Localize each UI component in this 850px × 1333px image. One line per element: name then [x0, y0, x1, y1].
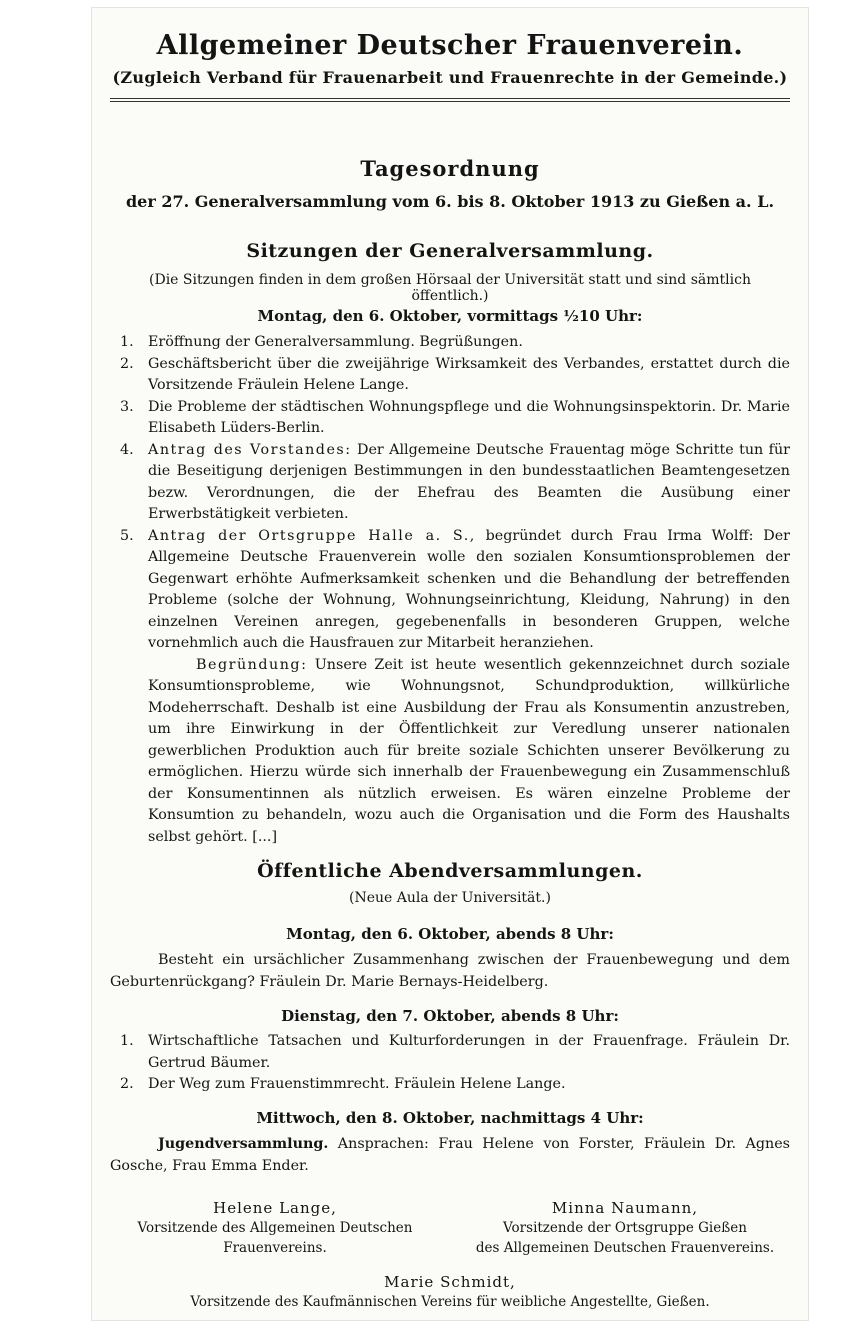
item-label: Antrag des Vorstandes:: [148, 441, 352, 458]
wednesday-paragraph: [110, 1134, 790, 1177]
list-item: [110, 1031, 790, 1074]
ellipsis: [...]: [252, 828, 278, 845]
item-number: 4.: [120, 441, 134, 458]
item-text: Wirtschaftliche Tatsachen und Kulturforderungen in der Frauenfrage. Fräulein Dr. Gertrud Bäumer.: [148, 1033, 790, 1071]
list-item: [110, 332, 790, 354]
item-number: 2.: [120, 355, 134, 372]
item-number: 3.: [120, 398, 134, 415]
list-item: [110, 1074, 790, 1096]
item-number: 5.: [120, 527, 134, 544]
document-page: [92, 8, 808, 1320]
sessions-list: [110, 332, 790, 848]
reason-label: Begründung:: [196, 656, 308, 673]
item-number: 1.: [120, 1033, 134, 1049]
item-number: 2.: [120, 1076, 134, 1092]
tuesday-evening-day: Dienstag, den 7. Oktober, abends 8 Uhr:: [281, 1007, 619, 1025]
youth-assembly-text: Ansprachen: Frau Helene von Forster, Fräulein Dr. Agnes Gosche, Frau Emma Ender.: [110, 1136, 790, 1174]
sessions-day: Montag, den 6. Oktober, vormittags ½10 Uhr:: [257, 307, 643, 325]
agenda-subheading: der 27. Generalversammlung vom 6. bis 8. Oktober 1913 zu Gießen a. L.: [125, 192, 775, 211]
reason-text: Unsere Zeit ist heute wesentlich gekennzeichnet durch soziale Konsumtionsprobleme, wie Wohnungsnot, Schundproduktion, willkürliche Modeherrschaft. Deshalb ist eine Ausbildung der Frau als Konsumentin anzustreben, um ihre Einwirkung in der Öffentlichkeit zur Veredlung unserer nationalen gewerblichen Produktion auch für breite soziale Schichten unserer Bevölkerung zu ermöglichen. Hierzu würde sich innerhalb der Frauenbewegung ein Zusammenschluß der Konsumentinnen als nützlich erweisen. Es wären einzelne Probleme der Konsumtion zu behandeln, wozu auch die Organisation und die Form des Haushalts selbst gehört.: [148, 656, 790, 845]
signature-naumann: Minna Naumann, Vorsitzende der Ortsgruppe Gießen des Allgemeinen Deutschen Frauenvereins.: [475, 1199, 775, 1256]
item-text: Die Probleme der städtischen Wohnungspflege und die Wohnungsinspektorin. Dr. Marie Elisabeth Lüders-Berlin.: [148, 398, 790, 436]
youth-assembly-label: Jugendversammlung.: [158, 1136, 329, 1152]
item-label: Antrag der Ortsgruppe Halle a. S.,: [148, 527, 476, 544]
wednesday-day: Mittwoch, den 8. Oktober, nachmittags 4 Uhr:: [256, 1109, 644, 1127]
reason-paragraph: [110, 655, 790, 849]
evening-location: (Neue Aula der Universität.): [349, 890, 551, 906]
header-divider: [110, 98, 790, 102]
list-item: [110, 440, 790, 526]
item-text: begründet durch Frau Irma Wolff: Der Allgemeine Deutsche Frauenverein wolle den sozialen Konsumtionsproblemen der Gegenwart erhöhte Aufmerksamkeit schenken und die Behandlung der betreffenden Probleme (solche der Wohnung, Wohnungseinrichtung, Kleidung, Nahrung) in den einzelnen Vereinen anregen, gegebenenfalls in besonderen Gruppen, welche vornehmlich auch die Hausfrauen zur Mitarbeit heranziehen.: [148, 527, 791, 651]
item-text: Der Weg zum Frauenstimmrecht. Fräulein Helene Lange.: [148, 1076, 566, 1092]
monday-evening-day: Montag, den 6. Oktober, abends 8 Uhr:: [286, 925, 614, 943]
item-text: Geschäftsbericht über die zweijährige Wirksamkeit des Verbandes, erstattet durch die Vorsitzende Fräulein Helene Lange.: [148, 355, 790, 393]
document-title: Allgemeiner Deutscher Frauenverein.: [156, 30, 744, 61]
signature-lange: Helene Lange, Vorsitzende des Allgemeinen Deutschen Frauenvereins.: [137, 1199, 413, 1256]
item-number: 1.: [120, 334, 134, 350]
agenda-heading: Tagesordnung: [360, 156, 540, 181]
monday-evening-topic: Besteht ein ursächlicher Zusammenhang zwischen der Frauenbewegung und dem Geburtenrückgang? Fräulein Dr. Marie Bernays-Heidelberg.: [110, 952, 790, 990]
evening-heading: Öffentliche Abendversammlungen.: [257, 860, 643, 882]
sessions-heading: Sitzungen der Generalversammlung.: [246, 240, 654, 262]
list-item: [110, 397, 790, 440]
tuesday-evening-list: [110, 1031, 790, 1096]
item-text: Der Allgemeine Deutsche Frauentag möge Schritte tun für die Beseitigung derjenigen Bestimmungen in den bundesstaatlichen Beamtengesetzen bezw. Verordnungen, die der Ehefrau des Beamten die Ausübung einer Erwerbstätigkeit verbieten.: [148, 441, 790, 522]
list-item: [110, 354, 790, 397]
document-subtitle: (Zugleich Verband für Frauenarbeit und Frauenrechte in der Gemeinde.): [112, 68, 788, 87]
item-text: Eröffnung der Generalversammlung. Begrüßungen.: [148, 334, 523, 350]
signature-schmidt: Marie Schmidt, Vorsitzende des Kaufmännischen Vereins für weibliche Angestellte, Gießen.: [190, 1273, 710, 1310]
list-item: [110, 526, 790, 655]
sessions-note: (Die Sitzungen finden in dem großen Hörsaal der Universität statt und sind sämtlich öffentlich.): [149, 272, 751, 304]
